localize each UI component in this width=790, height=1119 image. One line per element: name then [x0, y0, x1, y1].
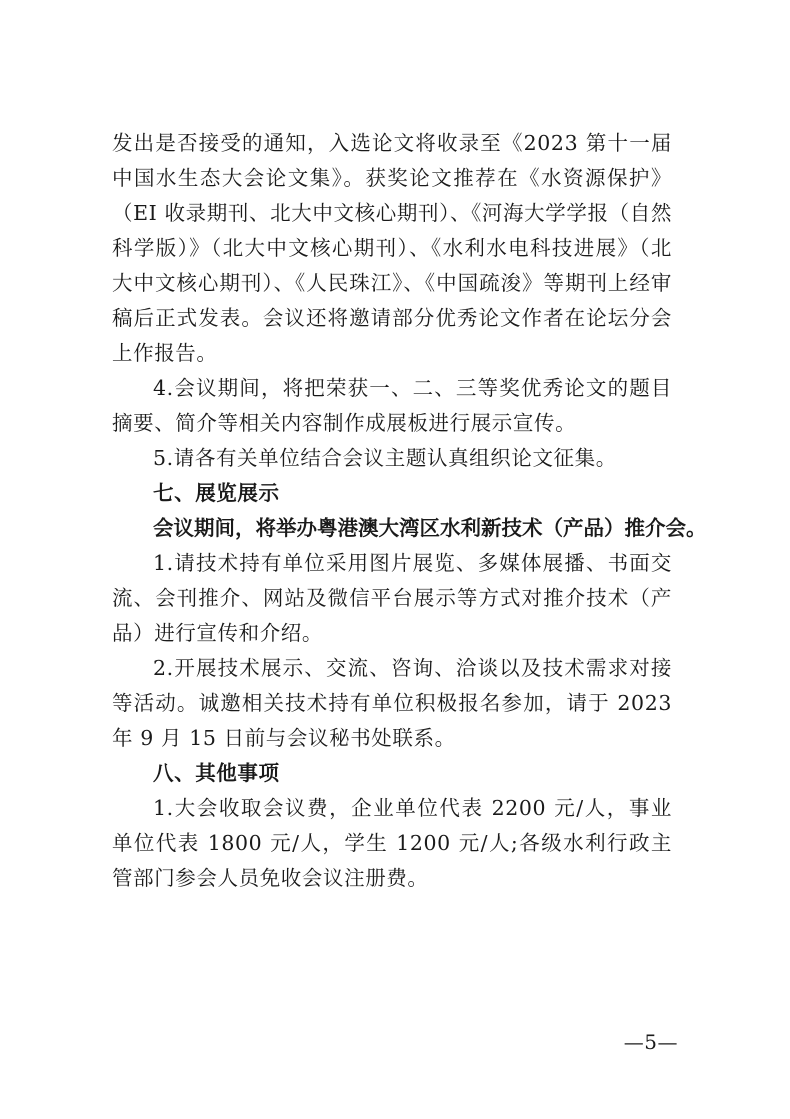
paragraph-item-5: 5.请各有关单位结合会议主题认真组织论文征集。 — [153, 446, 617, 470]
page-number: —5— — [623, 1030, 678, 1054]
document-body — [112, 126, 707, 896]
section-heading-exhibition: 七、展览展示 — [153, 481, 280, 505]
paragraph-item-4: 4.会议期间，将把荣获一、二、三等奖优秀论文的题目摘要、简介等相关内容制作成展板进行展示宣传。 — [112, 376, 672, 435]
paragraph-exhibition-item-1: 1.请技术持有单位采用图片展览、多媒体展播、书面交流、会刊推介、网站及微信平台展示等方式对推介技术（产品）进行宣传和介绍。 — [112, 551, 672, 645]
paragraph-exhibition-item-2: 2.开展技术展示、交流、咨询、洽谈以及技术需求对接等活动。诚邀相关技术持有单位积极报名参加，请于 2023 年 9 月 15 日前与会议秘书处联系。 — [112, 656, 672, 750]
paragraph-exhibition-intro: 会议期间，将举办粤港澳大湾区水利新技术（产品）推介会。 — [153, 516, 707, 540]
paragraph-fees: 1.大会收取会议费，企业单位代表 2200 元/人，事业单位代表 1800 元/人，学生 1200 元/人;各级水利行政主管部门参会人员免收会议注册费。 — [112, 796, 672, 890]
section-heading-other-matters: 八、其他事项 — [153, 761, 280, 785]
paragraph-paper-publication: 发出是否接受的通知，入选论文将收录至《2023 第十一届中国水生态大会论文集》。获奖论文推荐在《水资源保护》（EI 收录期刊、北大中文核心期刊）、《河海大学学报（自然科学版）》（北大中文核心期刊）、《水利水电科技进展》（北大中文核心期刊）、《人民珠江》、《中国疏浚》等期刊上经审稿后正式发表。会议还将邀请部分优秀论文作者在论坛分会上作报告。 — [112, 131, 672, 365]
